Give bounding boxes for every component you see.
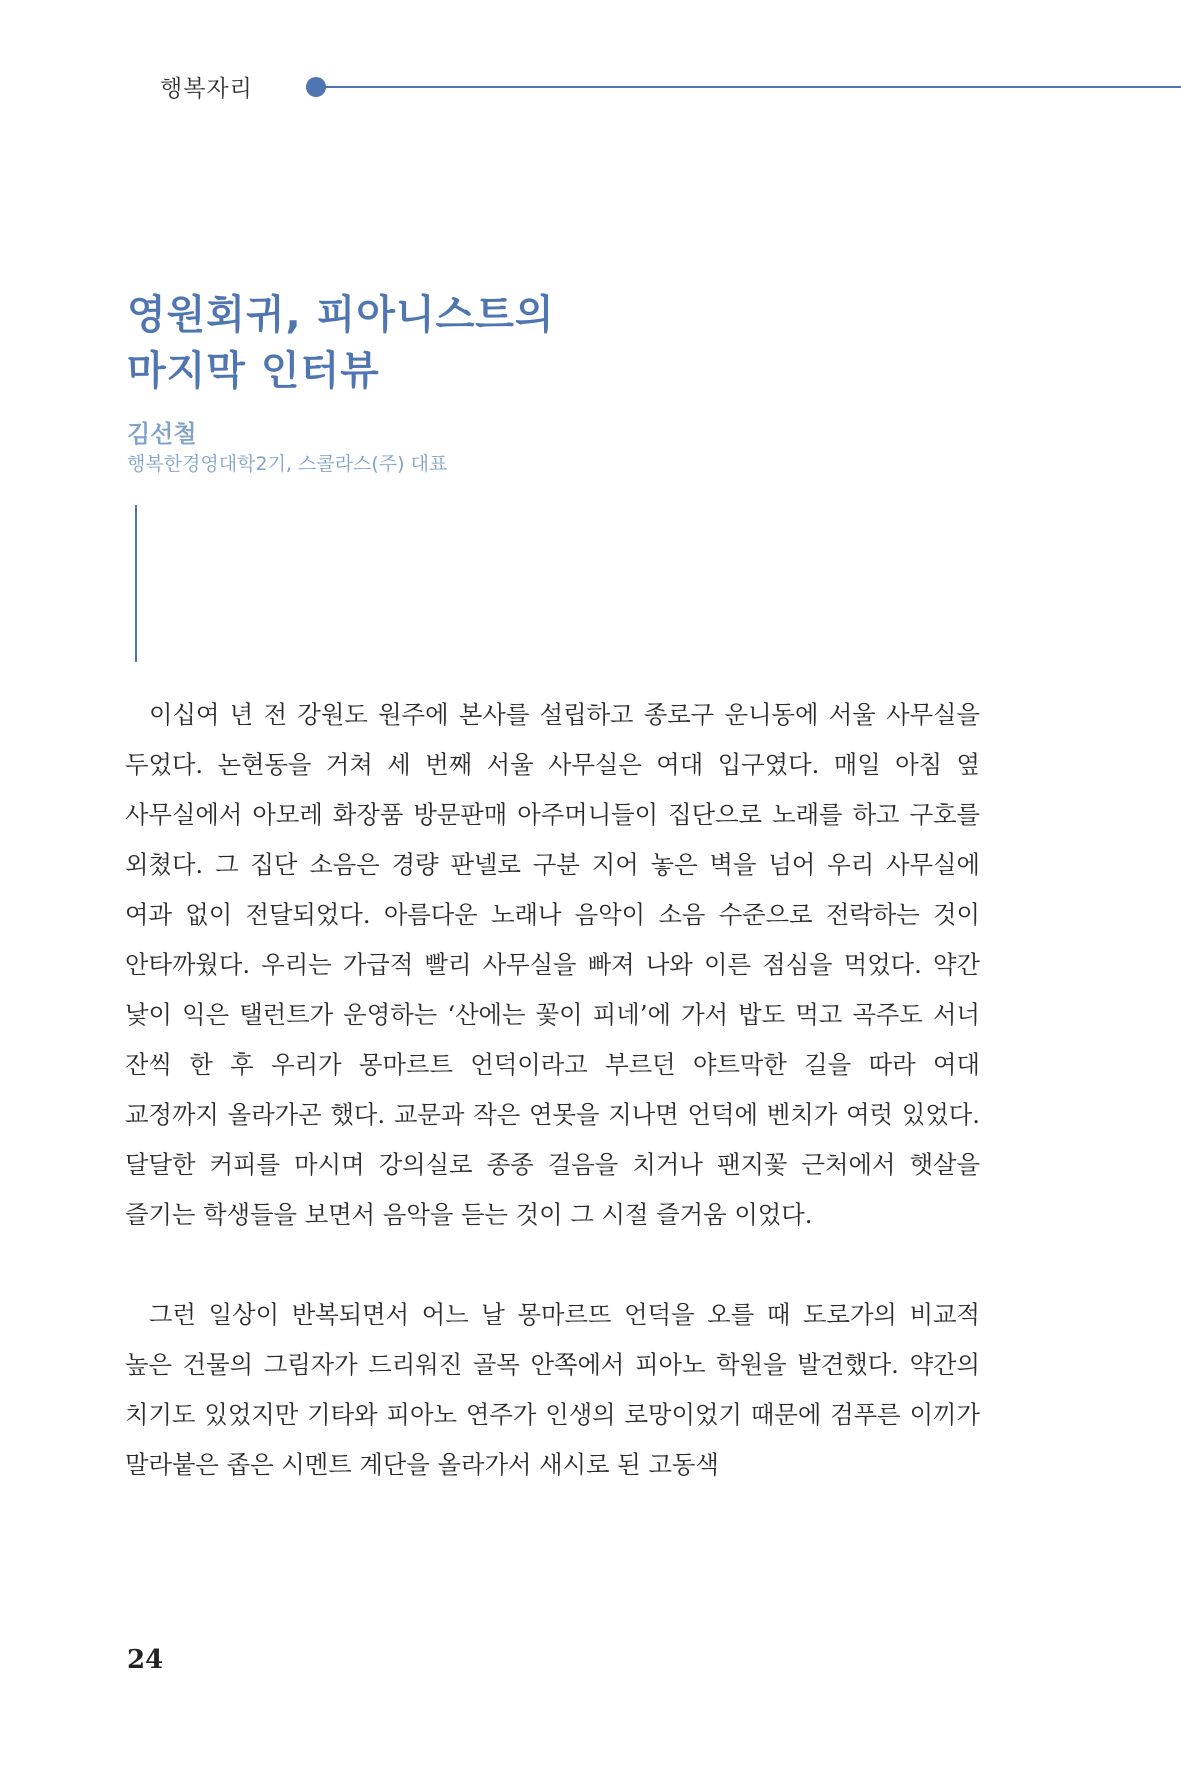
body-paragraph-2: 그런 일상이 반복되면서 어느 날 몽마르뜨 언덕을 오를 때 도로가의 비교적 높은 건물의 그림자가 드리워진 골목 안쪽에서 피아노 학원을 발견했다. 약간의 치기도 있었지만 기타와 피아노 연주가 인생의 로망이었기 때문에 검푸른 이끼가 말라붙은 좁은 시멘트 계단을 올라가서 새시로 된 고동색 xyxy=(125,1300,980,1479)
article-title-line2: 마지막 인터뷰 xyxy=(127,348,380,394)
body-paragraph-1: 이십여 년 전 강원도 원주에 본사를 설립하고 종로구 운니동에 서울 사무실을 두었다. 논현동을 거쳐 세 번째 서울 사무실은 여대 입구였다. 매일 아침 옆 사무실에서 아모레 화장품 방문판매 아주머니들이 집단으로 노래를 하고 구호를 외쳤다. 그 집단 소음은 경량 판넬로 구분 지어 놓은 벽을 넘어 우리 사무실에 여과 없이 전달되었다. 아름다운 노래나 음악이 소음 수준으로 전락하는 것이 안타까웠다. 우리는 가급적 빨리 사무실을 빠져 나와 이른 점심을 먹었다. 약간 낯이 익은 탤런트가 운영하는 ‘산에는 꽃이 피네’에 가서 밥도 먹고 곡주도 서너 잔씩 한 후 우리가 몽마르트 언덕이라고 부르던 야트막한 길을 따라 여대 교정까지 올라가곤 했다. 교문과 작은 연못을 지나면 언덕에 벤치가 여럿 있었다. 달달한 커피를 마시며 강의실로 종종 걸음을 치거나 팬지꽃 근처에서 햇살을 즐기는 학생들을 보면서 음악을 듣는 것이 그 시절 즐거움 이었다. xyxy=(125,700,980,1229)
article-body xyxy=(125,690,980,1540)
vertical-divider xyxy=(135,505,137,662)
header-rule xyxy=(316,86,1181,88)
article-title-line1: 영원회귀, 피아니스트의 xyxy=(127,292,555,338)
section-label: 행복자리 xyxy=(160,76,253,102)
author-name: 김선철 xyxy=(127,420,197,448)
article-title xyxy=(127,287,555,399)
author-affiliation: 행복한경영대학2기, 스콜라스(주) 대표 xyxy=(127,453,448,475)
page-number: 24 xyxy=(127,1645,164,1675)
